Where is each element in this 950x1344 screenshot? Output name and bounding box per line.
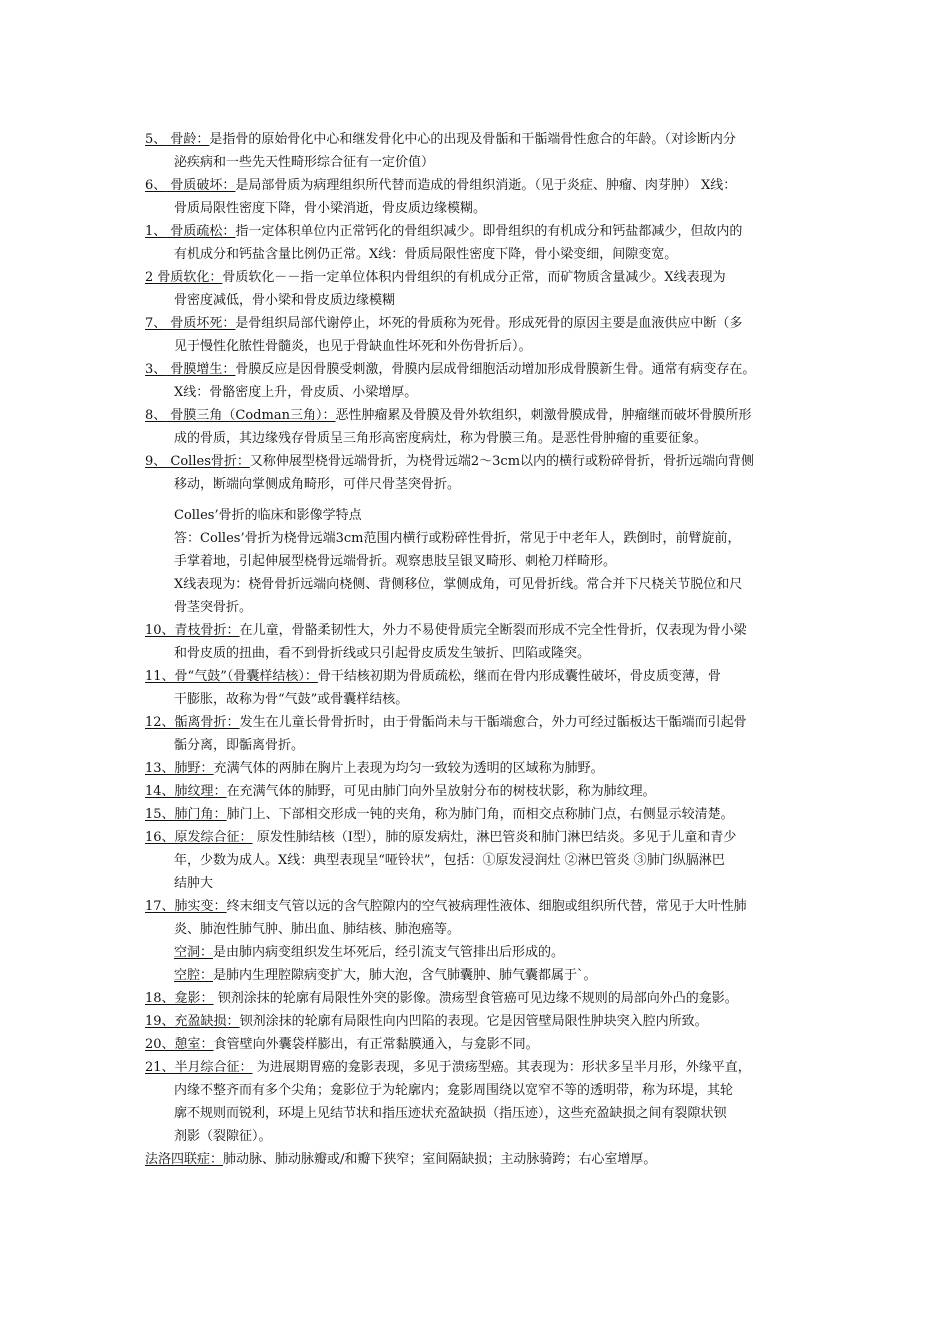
entry-line <box>145 427 825 450</box>
answer-line: X线表现为：桡骨骨折远端向桡侧、背侧移位，掌侧成角，可见骨折线。常合并下尺桡关节脱位和尺 <box>174 577 743 592</box>
glossary-entry <box>145 220 825 266</box>
glossary-entry <box>145 665 825 711</box>
entry-definition: 见于慢性化脓性骨髓炎，也见于骨缺血性坏死和外伤骨折后）。 <box>174 339 532 354</box>
entry-definition: 是指骨的原始骨化中心和继发骨化中心的出现及骨骺和干骺端骨性愈合的年龄。（对诊断内分 <box>209 132 736 147</box>
entry-definition: 指一定体积单位内正常钙化的骨组织减少。即骨组织的有机成分和钙盐都减少，但故内的 <box>235 224 743 239</box>
entry-number: 18、 <box>145 991 175 1006</box>
entry-line <box>145 987 825 1010</box>
entry-term: 骨膜三角（Codman三角）： <box>166 408 336 423</box>
sub-entry-term: 空腔： <box>174 968 214 983</box>
entry-line <box>145 1102 825 1125</box>
glossary-entry <box>145 128 825 174</box>
glossary-entry <box>145 450 825 496</box>
sub-entry-definition: 是肺内生理腔隙病变扩大，肺大泡，含气肺囊肿、肺气囊都属于`。 <box>213 968 597 983</box>
entry-definition: 钡剂涂抹的轮廓有局限性向内凹陷的表现。它是因管壁局限性肿块突入腔内所致。 <box>239 1014 708 1029</box>
entry-definition: 有机成分和钙盐含量比例仍正常。X线：骨质局限性密度下降，骨小梁变细，间隙变宽。 <box>174 247 678 262</box>
entry-line <box>145 780 825 803</box>
answer-line: Colles’骨折的临床和影像学特点 <box>174 508 362 523</box>
entry-term: 法洛四联症： <box>145 1152 224 1167</box>
entry-line <box>145 1010 825 1033</box>
entry-number: 15、 <box>145 807 175 822</box>
sub-entry-term: 空洞： <box>174 945 214 960</box>
entry-definition: 成的骨质，其边缘残存骨质呈三角形高密度病灶，称为骨膜三角。是恶性骨肿瘤的重要征象。 <box>174 431 708 446</box>
glossary-entry <box>145 1056 825 1148</box>
entry-number: 21、 <box>145 1060 175 1075</box>
entry-definition: 发生在儿童长骨骨折时，由于骨骺尚未与干骺端愈合，外力可经过骺板达干骺端而引起骨 <box>239 715 747 730</box>
glossary-entry <box>145 803 825 826</box>
entry-number: 3、 <box>145 362 167 377</box>
entry-definition: 原发性肺结核（Ⅰ型），肺的原发病灶，淋巴管炎和肺门淋巴结炎。多见于儿童和青少 <box>252 830 737 845</box>
entry-definition: 肺门上、下部相交形成一钝的夹角，称为肺门角，而相交点称肺门点，右侧显示较清楚。 <box>226 807 734 822</box>
entry-line <box>145 849 825 872</box>
entry-definition: 骨膜反应是因骨膜受刺激，骨膜内层成骨细胞活动增加形成骨膜新生骨。通常有病变存在。 <box>235 362 756 377</box>
entry-term: 骨“气鼓”（骨囊样结核）： <box>174 669 318 684</box>
entry-number: 14、 <box>145 784 175 799</box>
entry-term: 原发综合征： <box>174 830 253 845</box>
entry-line <box>145 243 825 266</box>
glossary-entry <box>145 780 825 803</box>
entry-definition: X线：骨骼密度上升，骨皮质、小梁增厚。 <box>174 385 418 400</box>
entry-definition: 年，少数为成人。X线：典型表现呈“哑铃状”，包括：①原发浸润灶 ②淋巴管炎 ③肺门纵膈淋巴 <box>174 853 725 868</box>
entry-number: 12、 <box>145 715 175 730</box>
entry-definition: 和骨皮质的扭曲，看不到骨折线或只引起骨皮质发生皱折、凹陷或隆突。 <box>174 646 591 661</box>
entry-term: 憩室： <box>174 1037 214 1052</box>
entry-term: 半月综合征： <box>174 1060 253 1075</box>
entry-line <box>145 128 825 151</box>
entry-number: 16、 <box>145 830 175 845</box>
entry-line <box>145 1079 825 1102</box>
entry-number: 1、 <box>145 224 167 239</box>
entry-term: 骨质坏死： <box>166 316 236 331</box>
entry-number: 10、 <box>145 623 175 638</box>
entry-term: 骺离骨折： <box>174 715 240 730</box>
entry-number: 6、 <box>145 178 167 193</box>
answer-line: 骨茎突骨折。 <box>174 600 253 615</box>
entry-term: Colles骨折： <box>166 454 250 469</box>
entry-definition: 又称伸展型桡骨远端骨折，为桡骨远端2～3cm以内的横行或粉碎骨折，骨折远端向背侧 <box>249 454 755 469</box>
entry-line <box>145 734 825 757</box>
entry-definition: 干膨胀，故称为骨“气鼓”或骨囊样结核。 <box>174 692 409 707</box>
entry-line <box>145 826 825 849</box>
entry-number: 9、 <box>145 454 167 469</box>
entry-definition: 恶性肿瘤累及骨膜及骨外软组织，刺激骨膜成骨，肿瘤继而破坏骨膜所形 <box>335 408 752 423</box>
entry-definition: 食管壁向外囊袋样膨出，有正常黏膜通入，与龛影不同。 <box>213 1037 539 1052</box>
entry-line <box>145 872 825 895</box>
sub-entry <box>145 941 825 964</box>
entry-term: 骨膜增生： <box>166 362 236 377</box>
entry-definition: 泌疾病和一些先天性畸形综合征有一定价值） <box>174 155 435 170</box>
entry-definition: 骨质局限性密度下降，骨小梁消逝，骨皮质边缘模糊。 <box>174 201 487 216</box>
entry-term: 骨质破坏： <box>166 178 236 193</box>
entry-number: 13、 <box>145 761 175 776</box>
entry-line <box>145 711 825 734</box>
entry-term: 充盈缺损： <box>174 1014 240 1029</box>
glossary-entry <box>145 757 825 780</box>
entry-line <box>145 1125 825 1148</box>
glossary-entry <box>145 895 825 941</box>
glossary-entry <box>145 987 825 1010</box>
glossary-entry <box>145 174 825 220</box>
entry-line <box>145 473 825 496</box>
entry-line <box>145 665 825 688</box>
entry-line <box>145 289 825 312</box>
entry-line <box>145 895 825 918</box>
entry-term: 肺实变： <box>174 899 227 914</box>
glossary-entry <box>145 711 825 757</box>
entry-definition: 终末细支气管以远的含气腔隙内的空气被病理性液体、细胞或组织所代替，常见于大叶性肺 <box>226 899 747 914</box>
entry-line <box>145 803 825 826</box>
entry-term: 骨质软化： <box>153 270 223 285</box>
entry-line <box>145 381 825 404</box>
entry-line <box>145 918 825 941</box>
entry-line <box>145 358 825 381</box>
entry-definition: 内缘不整齐而有多个尖角；龛影位于为轮廓内；龛影周围绕以宽窄不等的透明带，称为环堤，其轮 <box>174 1083 734 1098</box>
entry-line <box>145 1056 825 1079</box>
glossary-entry <box>145 358 825 404</box>
entry-number: 17、 <box>145 899 175 914</box>
glossary-entry <box>145 619 825 665</box>
entry-definition: 结肿大 <box>174 876 214 891</box>
entry-line <box>145 174 825 197</box>
glossary-entry <box>145 826 825 895</box>
entry-definition: 在儿童，骨骼柔韧性大，外力不易使骨质完全断裂而形成不完全性骨折，仅表现为骨小梁 <box>239 623 747 638</box>
entry-number: 20、 <box>145 1037 175 1052</box>
entry-term: 肺门角： <box>174 807 227 822</box>
sub-entry-definition: 是由肺内病变组织发生坏死后，经引流支气管排出后形成的。 <box>213 945 565 960</box>
entry-term: 肺纹理： <box>174 784 227 799</box>
entry-term: 骨龄： <box>166 132 210 147</box>
entry-line <box>145 1033 825 1056</box>
colles-answer-block <box>145 504 825 619</box>
entry-definition: 骺分离，即骺离骨折。 <box>174 738 305 753</box>
entry-line <box>145 619 825 642</box>
entry-line <box>145 266 825 289</box>
glossary-entry <box>145 1033 825 1056</box>
entry-line <box>145 335 825 358</box>
entry-definition: 骨质软化－－指一定单位体积内骨组织的有机成分正常，而矿物质含量减少。X线表现为 <box>222 270 726 285</box>
entry-definition: 是骨组织局部代谢停止，坏死的骨质称为死骨。形成死骨的原因主要是血液供应中断（多 <box>235 316 743 331</box>
sub-entry <box>145 964 825 987</box>
glossary-entry <box>145 1148 825 1171</box>
glossary-entry <box>145 1010 825 1033</box>
entry-definition: 充满气体的两肺在胸片上表现为均匀一致较为透明的区域称为肺野。 <box>213 761 604 776</box>
entry-line <box>145 450 825 473</box>
entry-line <box>145 757 825 780</box>
entry-line <box>145 151 825 174</box>
entry-line <box>145 404 825 427</box>
glossary-entry <box>145 266 825 312</box>
entry-line <box>145 312 825 335</box>
entry-line <box>145 220 825 243</box>
entry-definition: 炎、肺泡性肺气肿、肺出血、肺结核、肺泡癌等。 <box>174 922 461 937</box>
entry-number: 2 <box>145 270 154 285</box>
entry-definition: 钡剂涂抹的轮廓有局限性外突的影像。溃疡型食管癌可见边缘不规则的局部向外凸的龛影。 <box>213 991 738 1006</box>
entry-number: 5、 <box>145 132 167 147</box>
entry-definition: 在充满气体的肺野，可见由肺门向外呈放射分布的树枝状影，称为肺纹理。 <box>226 784 656 799</box>
glossary-entry <box>145 404 825 450</box>
entry-definition: 骨密度减低，骨小梁和骨皮质边缘模糊 <box>174 293 396 308</box>
entry-definition: 剂影（裂隙征）。 <box>174 1129 272 1144</box>
entry-term: 龛影： <box>174 991 214 1006</box>
entry-definition: 骨干结核初期为骨质疏松，继而在骨内形成囊性破坏，骨皮质变薄，骨 <box>317 669 721 684</box>
entry-number: 8、 <box>145 408 167 423</box>
glossary-list <box>145 128 825 1171</box>
entry-line <box>145 1148 825 1171</box>
entry-definition: 移动，断端向掌侧成角畸形，可伴尺骨茎突骨折。 <box>174 477 461 492</box>
entry-definition: 是局部骨质为病理组织所代替而造成的骨组织消逝。（见于炎症、肿瘤、肉芽肿） X线： <box>235 178 737 193</box>
entry-term: 骨质疏松： <box>166 224 236 239</box>
answer-line: 答：Colles’骨折为桡骨远端3cm范围内横行或粉碎性骨折，常见于中老年人，跌倒时，前臂旋前， <box>174 531 741 546</box>
glossary-entry <box>145 312 825 358</box>
answer-line: 手掌着地，引起伸展型桡骨远端骨折。观察患肢呈银叉畸形、刺枪刀样畸形。 <box>174 554 617 569</box>
entry-line <box>145 642 825 665</box>
entry-definition: 廓不规则而锐利，环堤上见结节状和指压迹状充盈缺损（指压迹），这些充盈缺损之间有裂隙状钡 <box>174 1106 727 1121</box>
entry-definition: 为进展期胃癌的龛影表现，多见于溃疡型癌。其表现为：形状多呈半月形，外缘平直， <box>252 1060 751 1075</box>
entry-line <box>145 688 825 711</box>
entry-number: 11、 <box>145 669 175 684</box>
entry-number: 7、 <box>145 316 167 331</box>
entry-term: 肺野： <box>174 761 214 776</box>
entry-line <box>145 197 825 220</box>
entry-number: 19、 <box>145 1014 175 1029</box>
entry-definition: 肺动脉、肺动脉瓣或/和瓣下狭窄；室间隔缺损；主动脉骑跨；右心室增厚。 <box>223 1152 657 1167</box>
entry-term: 青枝骨折： <box>174 623 240 638</box>
